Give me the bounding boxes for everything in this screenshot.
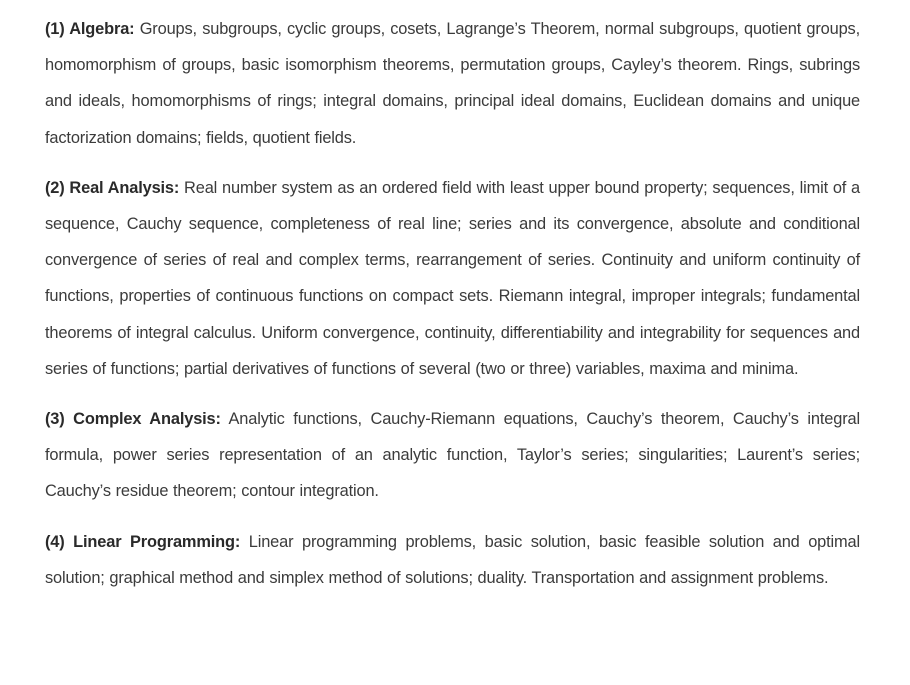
syllabus-document xyxy=(45,11,860,610)
section-body: Real number system as an ordered field with least upper bound property; sequences, limit of a sequence, Cauchy sequence, completeness of real line; series and its convergence, absolute and conditional convergence of series of real and complex terms, rearrangement of series. Continuity and uniform continuity of functions, properties of continuous functions on compact sets. Riemann integral, improper integrals; fundamental theorems of integral calculus. Uniform convergence, continuity, differentiability and integrability for sequences and series of functions; partial derivatives of functions of several (two or three) variables, maxima and minima. xyxy=(45,178,860,378)
section-heading: (1) Algebra: xyxy=(45,20,135,38)
section-heading: (3) Complex Analysis: xyxy=(45,410,221,429)
section-heading: (2) Real Analysis: xyxy=(45,178,180,197)
section-complex-analysis xyxy=(45,401,860,510)
section-body: Linear programming problems, basic solution, basic feasible solution and optimal solution; graphical method and simplex method of solutions; duality. Transportation and assignment problems. xyxy=(45,532,860,587)
section-body: Groups, subgroups, cyclic groups, cosets, Lagrange’s Theorem, normal subgroups, quotient groups, homomorphism of groups, basic isomorphism theorems, permutation groups, Cayley’s theorem. Rings, subrings and ideals, homomorphisms of rings; integral domains, principal ideal domains, Euclidean domains and unique factorization domains; fields, quotient fields. xyxy=(45,20,860,147)
section-linear-programming xyxy=(45,524,860,596)
section-heading: (4) Linear Programming: xyxy=(45,532,241,551)
section-algebra xyxy=(45,11,860,156)
section-real-analysis xyxy=(45,170,860,387)
section-body: Analytic functions, Cauchy-Riemann equations, Cauchy’s theorem, Cauchy’s integral formula, power series representation of an analytic function, Taylor’s series; singularities; Laurent’s series; Cauchy’s residue theorem; contour integration. xyxy=(45,410,860,501)
